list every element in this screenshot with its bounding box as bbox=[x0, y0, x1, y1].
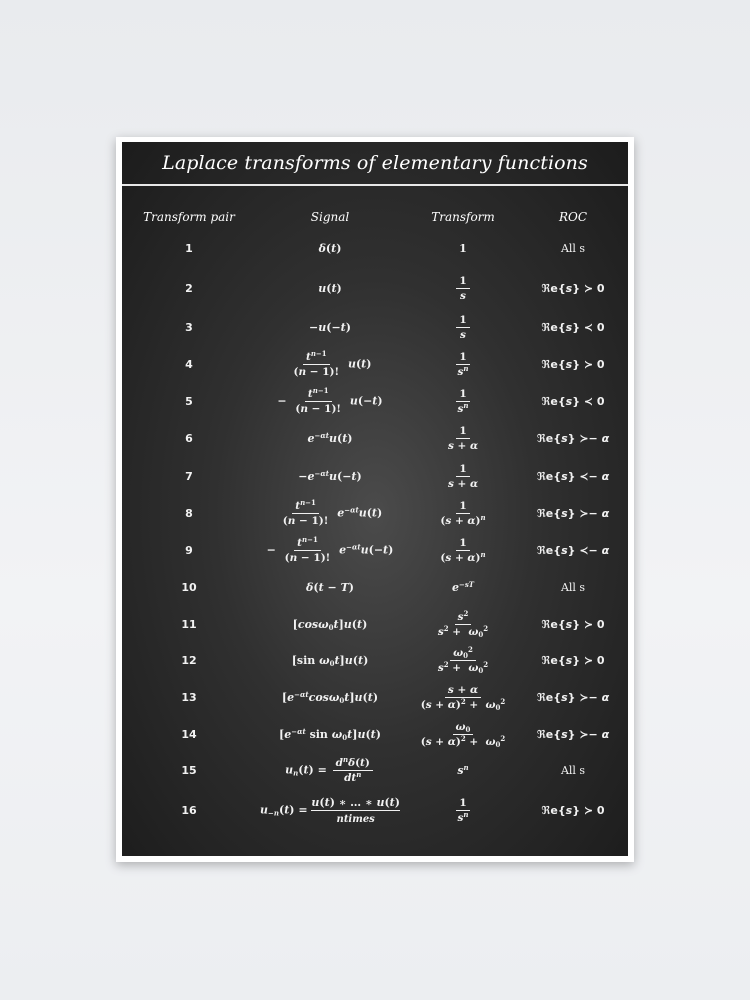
table-row bbox=[122, 420, 628, 456]
row-number: 1 bbox=[185, 241, 193, 255]
roc-cell: ℜe{s} ≻− α bbox=[536, 690, 610, 704]
transform-cell: $s^n$ bbox=[457, 762, 469, 777]
signal-cell: [cosω$_0$t]u(t) bbox=[292, 617, 368, 632]
roc-cell: ℜe{s} ≺ 0 bbox=[541, 394, 605, 408]
table-row bbox=[122, 458, 628, 494]
signal-cell: [sin $\omega_0t]u(t)$ bbox=[291, 653, 369, 668]
roc-cell: All s bbox=[560, 241, 586, 255]
roc-cell: ℜe{s} ≻− α bbox=[536, 431, 610, 445]
signal-cell: − $\frac{t^{n-1}}{(n - 1)!}$ $e^{-\alpha t}u(-t)$ bbox=[266, 534, 394, 564]
row-number: 13 bbox=[181, 690, 197, 704]
row-number: 7 bbox=[185, 469, 193, 483]
transform-cell: $\frac{\omega_0^2}{s^2 + \omega_0^2}$ bbox=[437, 644, 489, 675]
roc-cell: All s bbox=[560, 763, 586, 777]
row-number: 3 bbox=[185, 320, 193, 334]
page-title: Laplace transforms of elementary functions bbox=[162, 152, 588, 174]
signal-cell: − $\frac{t^{n-1}}{(n - 1)!}$ u(−t) bbox=[277, 385, 383, 415]
table-row bbox=[122, 679, 628, 715]
table-row bbox=[122, 270, 628, 306]
table-row bbox=[122, 716, 628, 752]
table-row bbox=[122, 346, 628, 382]
header-signal: Signal bbox=[310, 210, 350, 224]
table-row bbox=[122, 495, 628, 531]
transform-cell: $e^{-sT}$ bbox=[451, 579, 475, 594]
transform-cell: $\frac{s + \alpha}{(s + \alpha)^2 + \omega_0^2}$ bbox=[420, 683, 506, 712]
transform-cell: $\frac{\omega_0}{(s + \alpha)^2 + \omega_0^2}$ bbox=[420, 720, 506, 749]
title-bar bbox=[122, 142, 628, 186]
row-number: 10 bbox=[181, 580, 197, 594]
transform-cell: $\frac{1}{s^n}$ bbox=[457, 387, 469, 415]
transform-cell: $\frac{1}{s}$ bbox=[408, 309, 518, 345]
table-row bbox=[122, 569, 628, 605]
transform-cell: $\frac{1}{(s + \alpha)^n}$ bbox=[440, 499, 486, 527]
table-row bbox=[122, 606, 628, 642]
roc-cell: ℜe{s} ≺ 0 bbox=[541, 320, 605, 334]
signal-cell: $e^{-\alpha t}u(t)$ bbox=[307, 430, 353, 445]
roc-cell: ℜe{s} ≺− α bbox=[536, 543, 610, 557]
table-row bbox=[122, 642, 628, 678]
transform-cell: $\frac{1}{s + \alpha}$ bbox=[447, 462, 479, 490]
row-number: 11 bbox=[181, 617, 197, 631]
roc-cell: ℜe{s} ≻− α bbox=[536, 506, 610, 520]
signal-cell: δ(t) bbox=[318, 241, 342, 255]
signal-cell: $[e^{-\alpha t}\cos\omega_0t]u(t)$ bbox=[281, 689, 379, 705]
row-number: 2 bbox=[185, 281, 193, 295]
row-number: 4 bbox=[185, 357, 193, 371]
signal-cell: δ(t − T) bbox=[306, 580, 354, 594]
roc-cell: ℜe{s} ≺− α bbox=[536, 469, 610, 483]
transform-cell: $\frac{1}{s^n}$ bbox=[457, 350, 469, 378]
roc-cell: ℜe{s} ≻− α bbox=[536, 727, 610, 741]
transform-cell: $\frac{1}{s + \alpha}$ bbox=[447, 424, 479, 452]
poster-frame bbox=[116, 137, 634, 862]
transform-cell: $\frac{1}{(s + \alpha)^n}$ bbox=[440, 536, 486, 564]
table-row bbox=[122, 790, 628, 830]
row-number: 14 bbox=[181, 727, 197, 741]
row-number: 5 bbox=[185, 394, 193, 408]
row-number: 12 bbox=[181, 653, 197, 667]
signal-cell: [$e^{-\alpha t}$ $\sin \omega_0t]u(t)$ bbox=[279, 726, 381, 742]
header-transform-pair: Transform pair bbox=[143, 210, 235, 224]
row-number: 8 bbox=[185, 506, 193, 520]
transform-cell: $\frac{1}{s}$ bbox=[408, 270, 518, 306]
signal-cell: $\frac{t^{n-1}}{(n - 1)!}$ u(t) bbox=[293, 348, 372, 378]
signal-cell: u(t) bbox=[318, 281, 342, 295]
table-row bbox=[122, 230, 628, 266]
row-number: 9 bbox=[185, 543, 193, 557]
signal-cell: $\frac{t^{n-1}}{(n - 1)!}$ $e^{-\alpha t}u(t)$ bbox=[282, 497, 383, 527]
row-number: 16 bbox=[181, 803, 197, 817]
transform-cell: $\frac{1}{s^n}$ bbox=[457, 796, 469, 824]
roc-cell: ℜe{s} ≻ 0 bbox=[541, 653, 605, 667]
signal-cell: $u_{-n}(t)$ = u(t) ∗ … ∗ u(t) ntimes bbox=[260, 795, 400, 825]
transform-cell: 1 bbox=[459, 241, 467, 255]
roc-cell: ℜe{s} ≻ 0 bbox=[541, 357, 605, 371]
row-number: 6 bbox=[185, 431, 193, 445]
table-row bbox=[122, 309, 628, 345]
table-row bbox=[122, 383, 628, 419]
header-roc: ROC bbox=[558, 210, 588, 224]
roc-cell: ℜe{s} ≻ 0 bbox=[541, 617, 605, 631]
header-transform: Transform bbox=[431, 210, 495, 224]
signal-cell: $u_n(t)$ = $\frac{d^n\delta(t)}{dt^n}$ bbox=[252, 752, 408, 788]
signal-cell: −u(−t) bbox=[309, 320, 351, 334]
roc-cell: ℜe{s} ≻ 0 bbox=[541, 803, 605, 817]
signal-cell: $-e^{-\alpha t}u(-t)$ bbox=[298, 468, 362, 483]
poster bbox=[122, 142, 628, 856]
transform-cell: $\frac{s^2}{s^2 + \omega_0^2}$ bbox=[437, 608, 489, 639]
table-row bbox=[122, 532, 628, 568]
roc-cell: ℜe{s} ≻ 0 bbox=[541, 281, 605, 295]
table-row bbox=[122, 752, 628, 788]
roc-cell: All s bbox=[560, 580, 586, 594]
row-number: 15 bbox=[181, 763, 197, 777]
